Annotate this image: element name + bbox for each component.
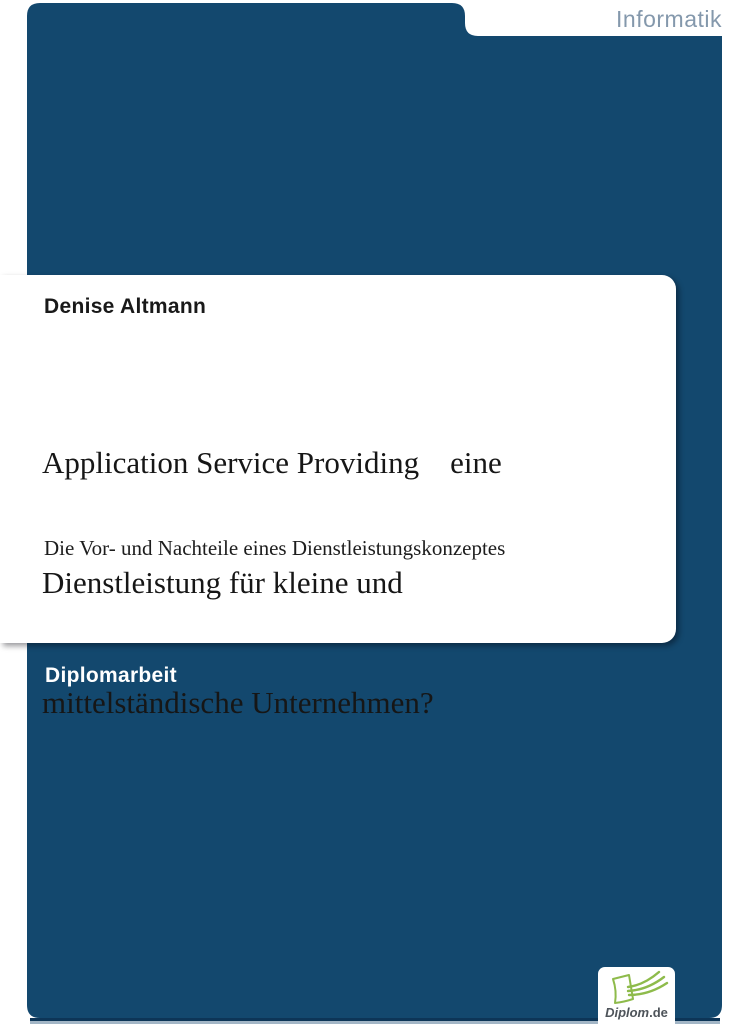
- publisher-logo-box: [598, 967, 675, 1024]
- category-label: Informatik: [616, 6, 722, 32]
- thesis-title-line-2: Dienstleistung für kleine und: [42, 565, 403, 600]
- publisher-brand: Diplom: [605, 1005, 650, 1020]
- book-page-shape: [613, 975, 633, 1003]
- document-type-label: Diplomarbeit: [45, 664, 177, 687]
- thesis-title: [42, 363, 502, 803]
- publisher-logo-text: [598, 1005, 675, 1020]
- thesis-subtitle: Die Vor- und Nachteile eines Dienstleistungskonzeptes: [44, 536, 506, 560]
- swoosh-line-top: [628, 972, 659, 987]
- thesis-title-line-3: mittelständische Unternehmen?: [42, 685, 434, 720]
- author-name: Denise Altmann: [44, 295, 207, 318]
- publisher-tld: .de: [649, 1005, 668, 1020]
- diplom-book-icon: [598, 969, 675, 1009]
- thesis-title-line-1: Application Service Providing eine: [42, 445, 502, 480]
